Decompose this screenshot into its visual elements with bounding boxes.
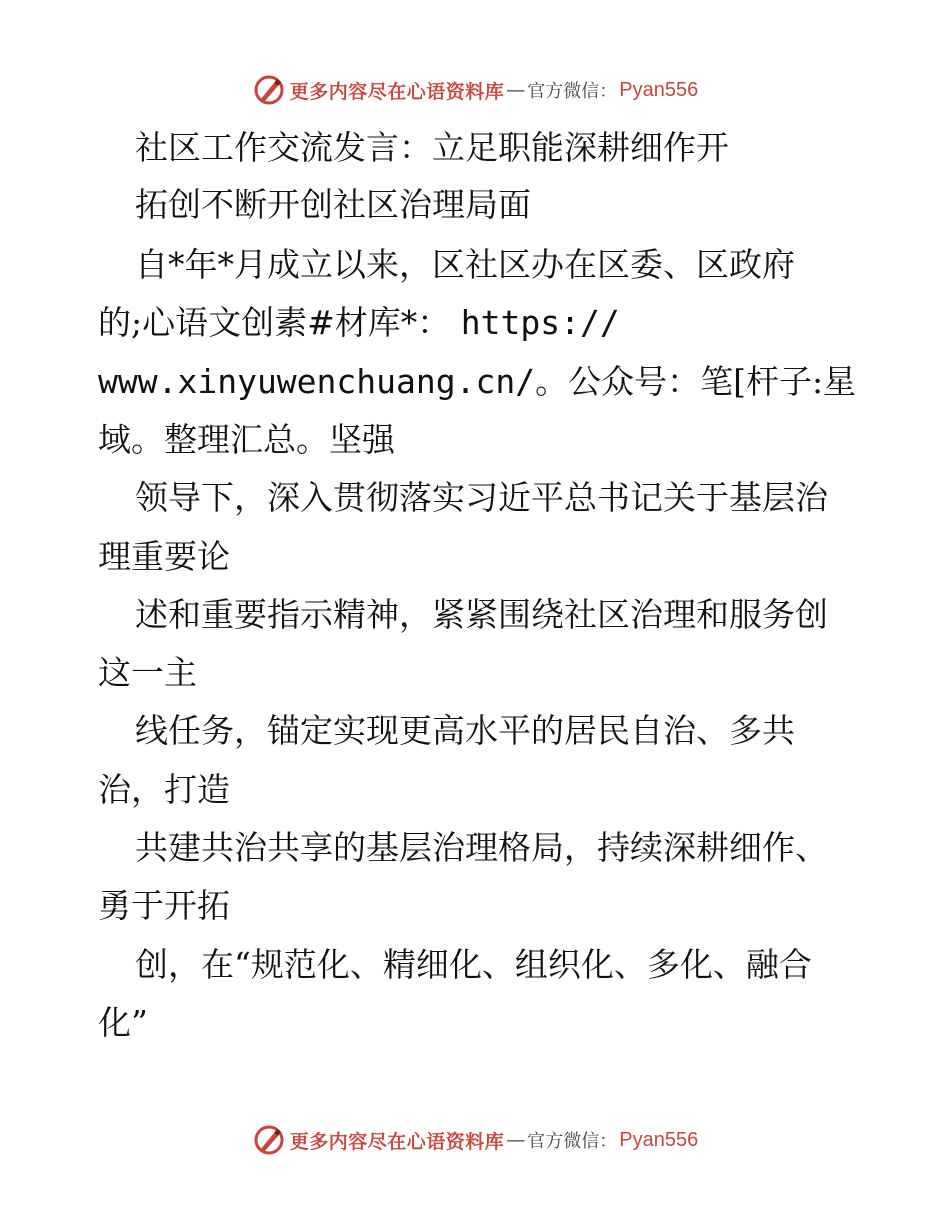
pen-logo-icon	[252, 1123, 286, 1157]
paragraph-2-line-1: 领导下，深入贯彻落实习近平总书记关于基层治	[135, 478, 828, 517]
paragraph-6-line-1: 创，在“规范化、精细化、组织化、多化、融合	[135, 945, 812, 984]
banner-wechat-label: 官方微信：	[527, 81, 618, 102]
title-line-2: 拓创不断开创社区治理局面	[135, 185, 531, 224]
paragraph-5-line-1: 共建共治共享的基层治理格局，持续深耕细作、	[135, 828, 828, 867]
paragraph-3-line-1: 述和重要指示精神，紧紧围绕社区治理和服务创	[135, 595, 828, 634]
paragraph-5-line-2: 勇于开拓	[98, 886, 230, 925]
paragraph-1-line-2-text: 的;心语文创素#材库*：	[98, 303, 451, 342]
paragraph-3-line-2: 这一主	[98, 653, 197, 692]
title-line-1: 社区工作交流发言：立足职能深耕细作开	[135, 128, 729, 167]
source-url-part-2: www.xinyuwenchuang.cn/	[98, 362, 536, 401]
banner-separator: —	[506, 79, 526, 101]
banner-separator: —	[506, 1129, 526, 1151]
header-banner	[0, 72, 950, 108]
banner-wechat-label: 官方微信：	[527, 1131, 618, 1152]
paragraph-2-line-2: 理重要论	[98, 537, 230, 576]
banner-main-text: 更多内容尽在心语资料库	[289, 80, 505, 103]
source-url-part-1: https://	[460, 303, 620, 342]
paragraph-6-line-2: 化”	[98, 1003, 148, 1042]
paragraph-1-line-3	[0, 362, 950, 402]
paragraph-1-line-2	[0, 303, 950, 343]
pen-logo-icon	[252, 73, 286, 107]
banner-wechat-id: Pyan556	[619, 78, 699, 101]
paragraph-1-line-1: 自*年*月成立以来，区社区办在区委、区政府	[135, 245, 795, 284]
banner-wechat-id: Pyan556	[619, 1128, 699, 1151]
paragraph-4-line-2: 治，打造	[98, 770, 230, 809]
footer-banner	[0, 1122, 950, 1158]
paragraph-1-line-3-text: 。公众号：笔[杆子:星	[535, 362, 857, 401]
banner-main-text: 更多内容尽在心语资料库	[289, 1130, 505, 1153]
paragraph-4-line-1: 线任务，锚定实现更高水平的居民自治、多共	[135, 711, 795, 750]
paragraph-1-line-4: 域。整理汇总。坚强	[98, 420, 395, 459]
